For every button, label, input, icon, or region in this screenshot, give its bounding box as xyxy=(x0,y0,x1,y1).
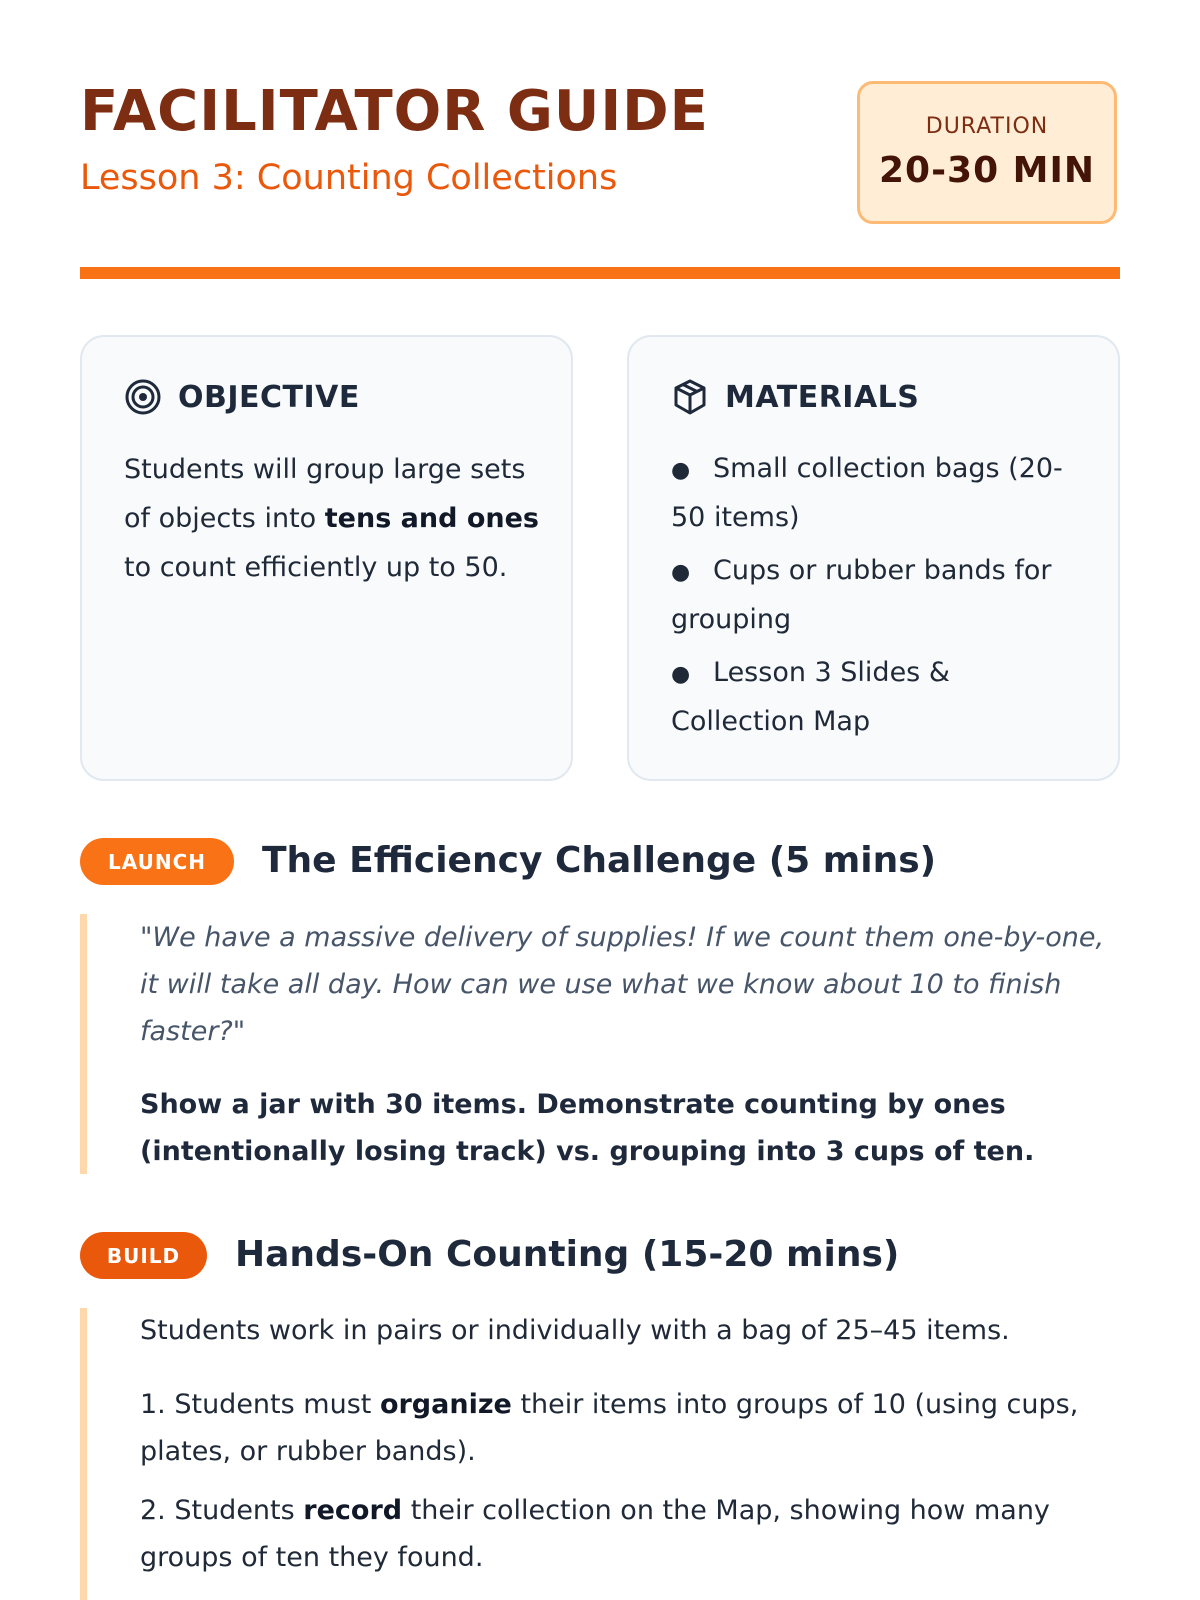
list-item xyxy=(140,1381,1080,1475)
step-keyword: organize xyxy=(379,1389,512,1420)
step-text-end: their collection on the Map, showing how many groups of ten they found. xyxy=(140,1495,1050,1573)
build-accent-bar xyxy=(80,1308,87,1600)
launch-accent-bar xyxy=(80,914,87,1174)
step-keyword: record xyxy=(303,1495,403,1526)
duration-label: DURATION xyxy=(925,114,1049,139)
list-item xyxy=(671,547,1081,643)
list-item xyxy=(671,445,1081,541)
build-tag: BUILD xyxy=(80,1232,207,1279)
material-item-text: Lesson 3 Slides & Collection Map xyxy=(671,657,950,737)
materials-header xyxy=(671,375,919,419)
bullet-icon: ● xyxy=(671,458,691,483)
objective-text xyxy=(124,445,544,592)
target-icon xyxy=(124,378,162,416)
objective-text-emphasis: tens and ones xyxy=(324,503,539,534)
launch-section-title: The Efficiency Challenge (5 mins) xyxy=(262,840,937,881)
page-title: FACILITATOR GUIDE xyxy=(80,79,709,144)
list-item xyxy=(671,649,1081,745)
duration-value: 20-30 MIN xyxy=(878,150,1096,191)
duration-badge xyxy=(857,81,1117,224)
step-text-start: 1. Students must xyxy=(140,1389,380,1420)
bullet-icon: ● xyxy=(671,662,691,687)
header-divider xyxy=(80,267,1120,279)
launch-tag: LAUNCH xyxy=(80,838,234,885)
build-section-title: Hands-On Counting (15-20 mins) xyxy=(235,1234,900,1275)
materials-title: MATERIALS xyxy=(725,379,920,415)
bullet-icon: ● xyxy=(671,560,691,585)
materials-card xyxy=(627,335,1120,781)
step-text-start: 2. Students xyxy=(140,1495,304,1526)
material-item-text: Cups or rubber bands for grouping xyxy=(671,555,1052,635)
lesson-subtitle: Lesson 3: Counting Collections xyxy=(80,158,618,198)
objective-header xyxy=(124,375,360,419)
objective-title: OBJECTIVE xyxy=(178,379,360,415)
list-item xyxy=(140,1487,1080,1581)
objective-card xyxy=(80,335,573,781)
objective-text-start: Students will group large sets of objects into xyxy=(124,454,526,534)
build-steps xyxy=(140,1381,1080,1593)
build-intro: Students work in pairs or individually with a bag of 25–45 items. xyxy=(140,1315,1010,1346)
launch-quote: "We have a massive delivery of supplies! If we count them one-by-one, it will take all day. How can we use what we know about 10 to finish faster?" xyxy=(140,922,1105,1047)
material-item-text: Small collection bags (20-50 items) xyxy=(671,453,1063,533)
step-text-end: their items into groups of 10 (using cups, plates, or rubber bands). xyxy=(140,1389,1079,1467)
materials-list xyxy=(671,445,1081,751)
launch-instruction: Show a jar with 30 items. Demonstrate counting by ones (intentionally losing track) vs. grouping into 3 cups of ten. xyxy=(140,1089,1035,1167)
objective-text-end: to count efficiently up to 50. xyxy=(124,552,508,583)
box-icon xyxy=(671,378,709,416)
